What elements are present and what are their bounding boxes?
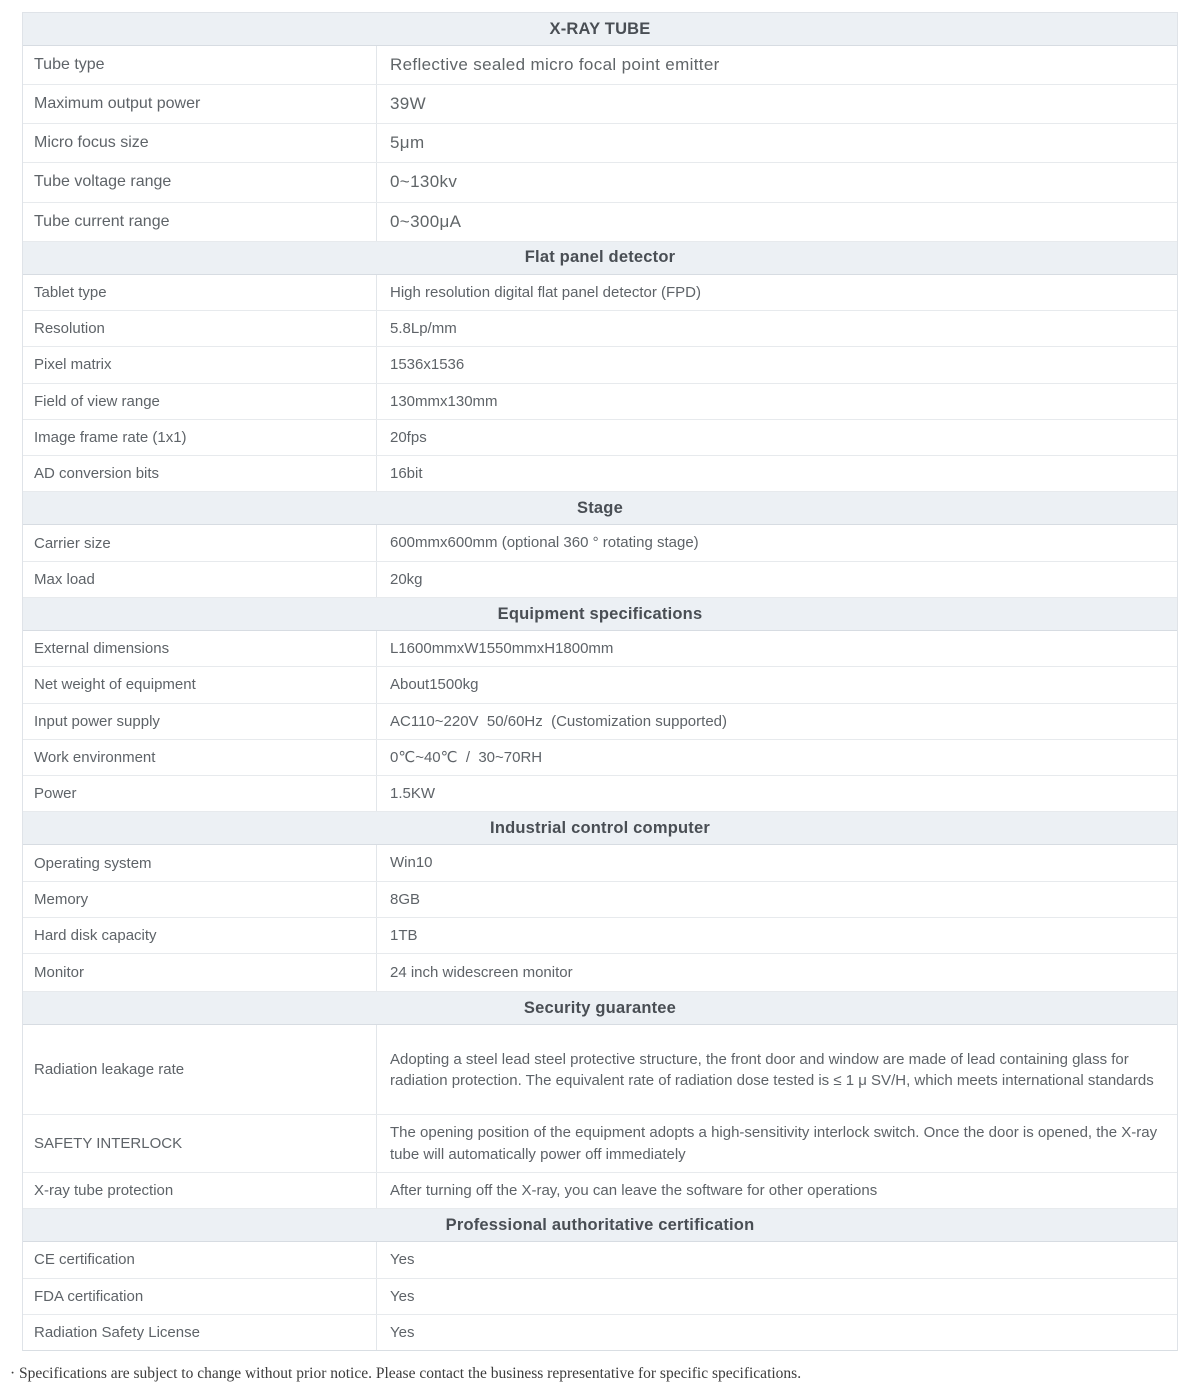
spec-label: Power — [23, 776, 377, 811]
spec-value: 0~130kv — [390, 172, 458, 192]
spec-value: AC110~220V 50/60Hz (Customization supported) — [390, 712, 727, 730]
spec-table — [22, 12, 1178, 1351]
spec-label: Image frame rate (1x1) — [23, 420, 377, 455]
spec-label: X-ray tube protection — [23, 1173, 377, 1208]
spec-row — [23, 1025, 1177, 1115]
section-header-xray-tube: X-RAY TUBE — [23, 13, 1177, 46]
spec-row — [23, 845, 1177, 881]
section-header-equipment-specifications: Equipment specifications — [23, 598, 1177, 631]
spec-row — [23, 882, 1177, 918]
spec-value: 20kg — [390, 570, 423, 588]
section-professional-certification — [23, 1209, 1177, 1350]
spec-label: External dimensions — [23, 631, 377, 666]
spec-row — [23, 631, 1177, 667]
spec-value: After turning off the X-ray, you can leave the software for other operations — [390, 1181, 878, 1199]
section-header-professional-certification: Professional authoritative certification — [23, 1209, 1177, 1242]
spec-row — [23, 704, 1177, 740]
spec-row — [23, 525, 1177, 561]
spec-label: Max load — [23, 562, 377, 597]
spec-label: Resolution — [23, 311, 377, 346]
spec-label: AD conversion bits — [23, 456, 377, 491]
section-header-stage: Stage — [23, 492, 1177, 525]
section-header-industrial-control-computer: Industrial control computer — [23, 812, 1177, 845]
spec-value: Yes — [390, 1287, 415, 1305]
spec-value: 1TB — [390, 927, 418, 945]
spec-row — [23, 667, 1177, 703]
spec-row — [23, 1115, 1177, 1173]
spec-row — [23, 384, 1177, 420]
spec-value: 130mmx130mm — [390, 392, 498, 410]
spec-value: 5μm — [390, 133, 425, 153]
spec-label: Radiation Safety License — [23, 1315, 377, 1350]
section-header-flat-panel-detector: Flat panel detector — [23, 242, 1177, 275]
spec-row — [23, 420, 1177, 456]
spec-label: Tube current range — [23, 203, 377, 241]
spec-label: Monitor — [23, 954, 377, 991]
spec-value: 0~300μA — [390, 211, 462, 231]
spec-label: Tablet type — [23, 275, 377, 310]
spec-row — [23, 124, 1177, 163]
spec-label: Operating system — [23, 845, 377, 880]
spec-label: Micro focus size — [23, 124, 377, 162]
section-xray-tube — [23, 13, 1177, 242]
spec-row — [23, 918, 1177, 954]
spec-row — [23, 1242, 1177, 1278]
spec-label: Radiation leakage rate — [23, 1025, 377, 1114]
spec-row — [23, 347, 1177, 383]
spec-value: 0℃~40℃ / 30~70RH — [390, 748, 543, 766]
spec-value: Reflective sealed micro focal point emitter — [390, 55, 720, 74]
spec-row — [23, 275, 1177, 311]
spec-value: The opening position of the equipment adopts a high-sensitivity interlock switch. Once the door is opened, the X-ray tube will automatically power off immediately — [390, 1124, 1162, 1163]
spec-row — [23, 203, 1177, 242]
spec-row — [23, 456, 1177, 492]
spec-label: Hard disk capacity — [23, 918, 377, 953]
section-industrial-control-computer — [23, 812, 1177, 992]
spec-value: Adopting a steel lead steel protective structure, the front door and window are made of lead containing glass for radiation protection. The equivalent rate of radiation dose tested is ≤ 1 μ SV/H, which meets international standards — [390, 1050, 1154, 1089]
spec-row — [23, 776, 1177, 812]
spec-row — [23, 740, 1177, 776]
spec-value: 1536x1536 — [390, 356, 465, 374]
spec-row — [23, 954, 1177, 992]
spec-value: L1600mmxW1550mmxH1800mm — [390, 640, 614, 657]
spec-label: Field of view range — [23, 384, 377, 419]
section-header-security-guarantee: Security guarantee — [23, 992, 1177, 1025]
spec-label: Net weight of equipment — [23, 667, 377, 702]
spec-label: Work environment — [23, 740, 377, 775]
spec-value: High resolution digital flat panel detector (FPD) — [390, 283, 701, 301]
spec-value: About1500kg — [390, 676, 479, 694]
spec-value: 600mmx600mm (optional 360 ° rotating stage) — [390, 534, 699, 552]
spec-row — [23, 562, 1177, 598]
spec-label: Carrier size — [23, 525, 377, 560]
spec-label: Pixel matrix — [23, 347, 377, 382]
section-flat-panel-detector — [23, 242, 1177, 493]
section-stage — [23, 492, 1177, 598]
section-equipment-specifications — [23, 598, 1177, 812]
spec-value: Yes — [390, 1323, 415, 1341]
spec-value: 39W — [390, 94, 427, 114]
spec-row — [23, 1173, 1177, 1209]
spec-label: CE certification — [23, 1242, 377, 1277]
spec-value: 16bit — [390, 465, 423, 483]
spec-row — [23, 46, 1177, 85]
spec-row — [23, 85, 1177, 124]
spec-label: SAFETY INTERLOCK — [23, 1115, 377, 1172]
spec-value: Win10 — [390, 854, 433, 872]
spec-value: Yes — [390, 1251, 415, 1269]
spec-label: Memory — [23, 882, 377, 917]
spec-row — [23, 311, 1177, 347]
spec-label: Tube type — [23, 46, 377, 84]
spec-row — [23, 1315, 1177, 1350]
spec-label: Tube voltage range — [23, 163, 377, 201]
spec-value: 5.8Lp/mm — [390, 319, 457, 337]
disclaimer-note: · Specifications are subject to change without prior notice. Please contact the business representative for specific specifications. — [10, 1365, 802, 1383]
spec-value: 20fps — [390, 428, 427, 446]
spec-label: Input power supply — [23, 704, 377, 739]
spec-value: 24 inch widescreen monitor — [390, 964, 573, 982]
spec-label: Maximum output power — [23, 85, 377, 123]
spec-row — [23, 1279, 1177, 1315]
spec-value: 8GB — [390, 890, 421, 908]
spec-value: 1.5KW — [390, 785, 436, 803]
section-security-guarantee — [23, 992, 1177, 1209]
spec-label: FDA certification — [23, 1279, 377, 1314]
spec-row — [23, 163, 1177, 202]
